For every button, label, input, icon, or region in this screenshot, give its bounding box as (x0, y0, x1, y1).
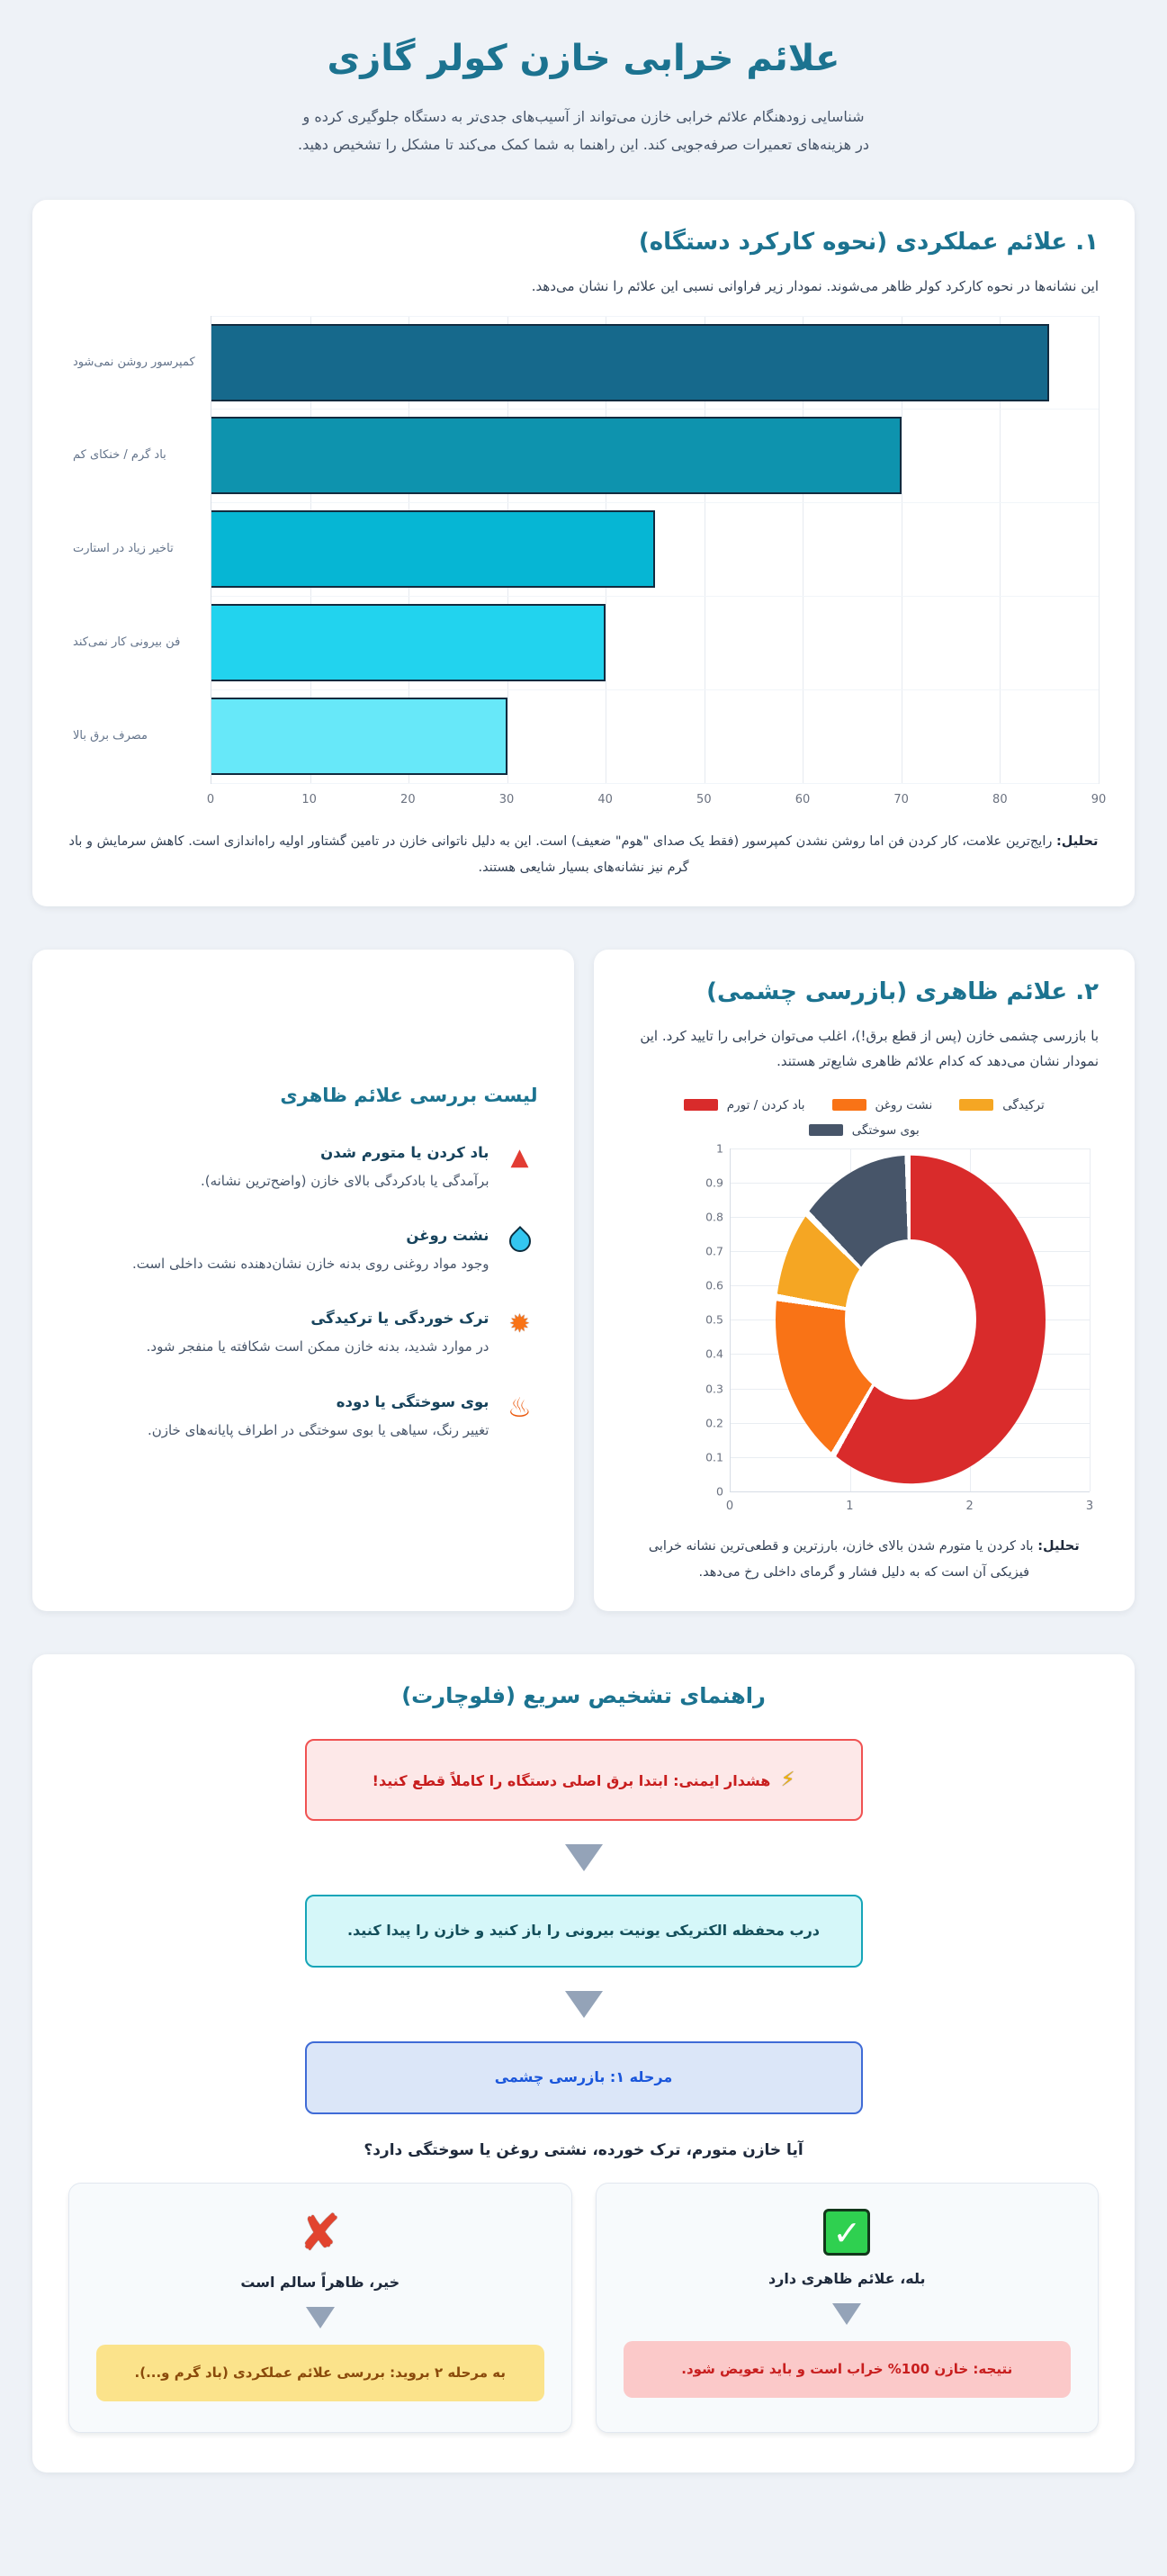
legend-item (959, 1098, 1044, 1112)
section-visual-row (32, 950, 1135, 1611)
doughnut-plot-area: 1 0.9 0.8 0.7 0.6 0.5 0.4 0.3 0.2 0.1 0 (730, 1148, 1090, 1492)
checklist-item-text (147, 1310, 489, 1360)
doughnut-chart (697, 1141, 1099, 1519)
bar-row (73, 597, 1099, 690)
flowchart-open-text: درب محفظه الکتریکی یونیت بیرونی را باز کنید و خازن را پیدا کنید. (346, 1922, 821, 1940)
checklist-item-title: بوی سوختگی یا دوده (336, 1392, 489, 1410)
cross-mark-icon (96, 2204, 544, 2264)
legend-label: نشت روغن (875, 1097, 933, 1112)
branch-no-result: به مرحله ۲ بروید: بررسی علائم عملکردی (باد گرم و...). (96, 2345, 544, 2401)
doughnut-hole (845, 1239, 976, 1400)
branch-yes-result: نتیجه: خازن 100% خراب است و باید تعویض شود. (624, 2341, 1072, 2398)
bar-row (73, 503, 1099, 597)
section-visual-description: با بازرسی چشمی خازن (پس از قطع برق!)، اغلب می‌توان خرابی را تایید کرد. این نمودار نشان می‌دهد که کدام علائم ظاهری شایع‌تر هستند. (640, 1027, 1099, 1070)
legend-item (809, 1123, 920, 1138)
flowchart-branches (68, 2183, 1099, 2433)
checklist-item (68, 1227, 538, 1277)
cross-glyph: ✘ (299, 2204, 342, 2264)
page-header (32, 38, 1135, 158)
checklist-item (68, 1310, 538, 1360)
section-functional-card (32, 200, 1135, 906)
analysis-label: تحلیل: (1055, 833, 1099, 849)
section-functional-description: این نشانه‌ها در نحوه کارکرد کولر ظاهر می‌شوند. نمودار زیر فراوانی نسبی این علائم را نشان می‌دهد. (531, 278, 1099, 295)
explosion-icon (502, 1310, 538, 1360)
legend-swatch (809, 1124, 843, 1136)
analysis-text: رایج‌ترین علامت، کار کردن فن اما روشن نشدن کمپرسور (فقط یک صدای "هوم" ضعیف) است. این به دلیل ناتوانی خازن در تامین گشتاور اولیه راه‌اندازی است. کاهش سرمایش و باد گرم نیز نشانه‌های بسیار شایعی هستند. (68, 833, 1056, 875)
hot-springs-glyph: ♨ (507, 1392, 532, 1424)
flowchart-step1-text: مرحله ۱: بازرسی چشمی (494, 2068, 673, 2086)
checklist-card (32, 950, 574, 1611)
flowchart-warning-text: هشدار ایمنی: ابتدا برق اصلی دستگاه را کاملاً قطع کنید! (372, 1771, 771, 1789)
hot-springs-icon (502, 1393, 538, 1444)
legend-item (684, 1098, 805, 1112)
checklist-item-title: ترک خوردگی یا ترکیدگی (310, 1310, 489, 1328)
bar-chart (68, 316, 1107, 815)
legend-swatch (684, 1099, 718, 1111)
flowchart-step1-box (305, 2041, 863, 2114)
section-visual-analysis (630, 1534, 1100, 1586)
flowchart-card (32, 1654, 1135, 2472)
arrow-down-icon (565, 1844, 603, 1871)
bar (211, 604, 606, 681)
bar-category-label: فن بیرونی کار نمی‌کند (73, 635, 181, 650)
triangle-up-red-icon (502, 1144, 538, 1194)
bar (211, 698, 507, 775)
section-functional-heading: ۱. علائم عملکردی (نحوه کارکرد دستگاه) (638, 229, 1099, 257)
arrow-down-icon (565, 1991, 603, 2018)
checklist-item-text (132, 1227, 489, 1277)
section-visual-card (594, 950, 1136, 1611)
flowchart-open-box (305, 1895, 863, 1968)
bar-category-label: تاخیر زیاد در استارت (73, 542, 174, 556)
branch-no (68, 2183, 572, 2433)
branch-no-label: خیر، ظاهراً سالم است (240, 2274, 400, 2292)
bar (211, 324, 1049, 401)
checklist-item-desc: در موارد شدید، بدنه خازن ممکن است شکافته یا منفجر شود. (146, 1338, 489, 1356)
branch-yes (596, 2183, 1100, 2433)
flowchart-question: آیا خازن متورم، ترک خورده، نشتی روغن یا سوختگی دارد؟ (364, 2141, 803, 2160)
bar-chart-x-axis: 0 10 20 30 40 50 60 70 80 90 (206, 792, 1107, 806)
legend-label: باد کردن / تورم (726, 1097, 805, 1112)
checklist-item-text (201, 1144, 489, 1194)
legend-row (630, 1123, 1100, 1138)
doughnut-x-axis: 0 1 2 3 (725, 1499, 1094, 1513)
doughnut-legend (630, 1098, 1100, 1138)
bar-category-label: باد گرم / خنکای کم (73, 448, 166, 463)
checklist-item-text (148, 1393, 489, 1444)
branch-yes-label: بله، علائم ظاهری دارد (768, 2270, 926, 2288)
page-title: علائم خرابی خازن کولر گازی (327, 38, 840, 79)
legend-label: بوی سوختگی (851, 1122, 920, 1138)
arrow-down-icon (832, 2303, 861, 2325)
legend-row (630, 1098, 1100, 1112)
analysis-text: باد کردن یا متورم شدن بالای خازن، بارزترین و قطعی‌ترین نشانه خرابی فیزیکی آن است که به دلیل فشار و گرمای داخلی رخ می‌دهد. (648, 1538, 1038, 1580)
explosion-glyph: ✹ (508, 1309, 531, 1339)
legend-item (832, 1098, 933, 1112)
droplet-icon (502, 1227, 538, 1277)
section-functional-analysis (68, 829, 1099, 881)
triangle-glyph: ▲ (510, 1143, 529, 1171)
bar-row (73, 316, 1099, 410)
checklist-item (68, 1393, 538, 1444)
checklist-heading: لیست بررسی علائم ظاهری (280, 1084, 538, 1106)
bar-category-label: مصرف برق بالا (73, 729, 148, 743)
lightning-icon: ⚡ (780, 1768, 795, 1791)
legend-swatch (832, 1099, 866, 1111)
checklist-item-desc: برآمدگی یا بادکردگی بالای خازن (واضح‌ترین نشانه). (200, 1172, 489, 1189)
section-visual-heading: ۲. علائم ظاهری (بازرسی چشمی) (706, 977, 1099, 1005)
bar-chart-rows (73, 316, 1099, 784)
analysis-label: تحلیل: (1037, 1538, 1080, 1554)
checklist-item (68, 1144, 538, 1194)
arrow-down-icon (306, 2307, 335, 2328)
flowchart-heading: راهنمای تشخیص سریع (فلوچارت) (401, 1682, 766, 1708)
bar-row (73, 690, 1099, 784)
checklist-item-desc: تغییر رنگ، سیاهی یا بوی سوختگی در اطراف پایانه‌های خازن. (147, 1421, 489, 1438)
bar-row (73, 410, 1099, 503)
flowchart-warning-box (305, 1739, 863, 1822)
legend-swatch (959, 1099, 993, 1111)
bar-category-label: کمپرسور روشن نمی‌شود (73, 355, 195, 369)
checklist-item-title: نشت روغن (406, 1227, 489, 1245)
check-mark-icon (823, 2209, 870, 2256)
page-subtitle: شناسایی زودهنگام علائم خرابی خازن می‌تواند از آسیب‌های جدی‌تر به دستگاه جلوگیری کرده و در هزینه‌های تعمیرات صرفه‌جویی کند. این راهنما به شما کمک می‌کند تا مشکل را تشخیص دهید. (298, 108, 869, 154)
flowchart-column (305, 1739, 863, 2114)
bar-chart-plot-area (73, 316, 1099, 784)
checklist-item-title: باد کردن یا متورم شدن (320, 1143, 489, 1161)
bar (211, 510, 655, 588)
bar (211, 417, 902, 494)
check-glyph: ✓ (832, 2213, 862, 2254)
legend-label: ترکیدگی (1002, 1097, 1045, 1112)
checklist-item-desc: وجود مواد روغنی روی بدنه خازن نشان‌دهنده نشت داخلی است. (131, 1256, 489, 1273)
